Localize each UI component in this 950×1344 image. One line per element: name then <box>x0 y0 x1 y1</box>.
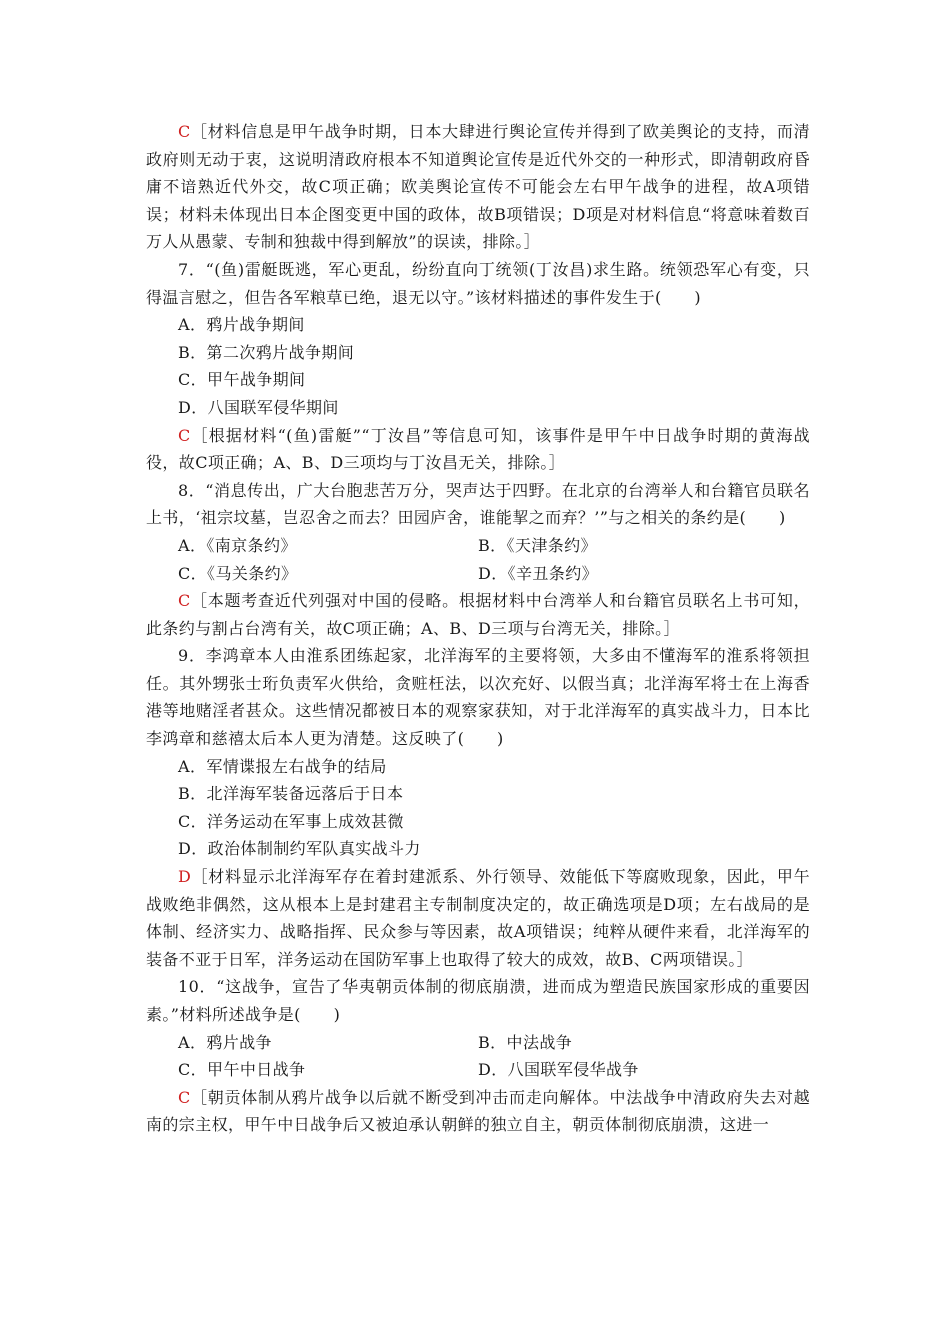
option-7d: D．八国联军侵华期间 <box>178 397 339 417</box>
question-7: 7．“(鱼)雷艇既逃，军心更乱，纷纷直向丁统领(丁汝昌)求生路。统领恐军心有变，只得温言慰之，但告各军粮草已绝，退无以守。”该材料描述的事件发生于( ) <box>146 259 810 307</box>
answer-letter: C <box>178 1087 191 1107</box>
explanation-text: ［材料信息是甲午战争时期，日本大肆进行舆论宣传并得到了欧美舆论的支持，而清政府则无动于衷，这说明清政府根本不知道舆论宣传是近代外交的一种形式，即清朝政府昏庸不谙熟近代外交，故C项正确；欧美舆论宣传不可能会左右甲午战争的进程，故A项错误；材料未体现出日本企图变更中国的政体，故B项错误；D项是对材料信息“将意味着数百万人从愚蒙、专制和独裁中得到解放”的误读，排除。］ <box>146 122 810 252</box>
option-8b: B．《天津条约》 <box>478 535 597 555</box>
question-10: 10．“这战争，宣告了华夷朝贡体制的彻底崩溃，进而成为塑造民族国家形成的重要因素。”材料所述战争是( ) <box>146 977 810 1024</box>
option-row-10ab <box>146 1029 810 1057</box>
option-9d: D．政治体制制约军队真实战斗力 <box>178 839 421 859</box>
question-8: 8．“消息传出，广大台胞悲苦万分，哭声达于四野。在北京的台湾举人和台籍官员联名上书，‘祖宗坟墓，岂忍舍之而去？田园庐舍，谁能挈之而弃？’”与之相关的条约是( ) <box>146 480 810 528</box>
explanation-q10 <box>146 1084 810 1139</box>
answer-letter: D <box>178 867 192 887</box>
explanation-q7 <box>146 422 810 477</box>
option-10a: A．鸦片战争 <box>178 1032 272 1052</box>
answer-letter: C <box>178 122 191 141</box>
answer-letter: C <box>178 425 191 445</box>
option-7c: C．甲午战争期间 <box>178 370 306 390</box>
explanation-text: ［本题考查近代列强对中国的侵略。根据材料中台湾举人和台籍官员联名上书可知，此条约与割占台湾有关，故C项正确；A、B、D三项与台湾无关，排除。］ <box>146 591 810 638</box>
option-9c: C．洋务运动在军事上成效甚微 <box>178 811 404 831</box>
option-7b: B．第二次鸦片战争期间 <box>178 342 355 362</box>
option-row-10cd <box>146 1056 810 1084</box>
option-7a: A．鸦片战争期间 <box>178 315 305 335</box>
option-row-8cd <box>146 560 810 588</box>
document-body <box>146 118 810 1139</box>
option-10b: B．中法战争 <box>478 1032 573 1052</box>
explanation-q8 <box>146 587 810 642</box>
option-10d: D．八国联军侵华战争 <box>478 1060 639 1080</box>
explanation-text: ［材料显示北洋海军存在着封建派系、外行领导、效能低下等腐败现象，因此，甲午战败绝非偶然，这从根本上是封建君主专制制度决定的，故正确选项是D项；左右战局的是体制、经济实力、战略指挥、民众参与等因素，故A项错误；纯粹从硬件来看，北洋海军的装备不亚于日军，洋务运动在国防军事上也取得了较大的成效，故B、C两项错误。］ <box>146 867 810 969</box>
question-9: 9．李鸿章本人由淮系团练起家，北洋海军的主要将领，大多由不懂海军的淮系将领担任。其外甥张士珩负责军火供给，贪赃枉法，以次充好、以假当真；北洋海军将士在上海香港等地赌淫者甚众。这些情况都被日本的观察家获知，对于北洋海军的真实战斗力，日本比李鸿章和慈禧太后本人更为清楚。这反映了( ) <box>146 646 810 749</box>
option-8d: D．《辛丑条约》 <box>478 563 599 583</box>
answer-letter: C <box>178 591 191 611</box>
option-8a: A．《南京条约》 <box>178 535 297 555</box>
explanation-text: ［朝贡体制从鸦片战争以后就不断受到冲击而走向解体。中法战争中清政府失去对越南的宗主权，甲午中日战争后又被迫承认朝鲜的独立自主，朝贡体制彻底崩溃，这进一 <box>146 1087 810 1135</box>
option-10c: C．甲午中日战争 <box>178 1060 306 1080</box>
option-row-8ab <box>146 532 810 560</box>
option-8c: C．《马关条约》 <box>178 563 298 583</box>
option-9a: A．军情谍报左右战争的结局 <box>178 756 387 776</box>
explanation-q9 <box>146 863 810 973</box>
option-9b: B．北洋海军装备远落后于日本 <box>178 784 404 804</box>
explanation-text: ［根据材料“(鱼)雷艇”“丁汝昌”等信息可知，该事件是甲午中日战争时期的黄海战役，故C项正确；A、B、D三项均与丁汝昌无关，排除。］ <box>146 425 810 473</box>
explanation-q6 <box>146 118 810 256</box>
